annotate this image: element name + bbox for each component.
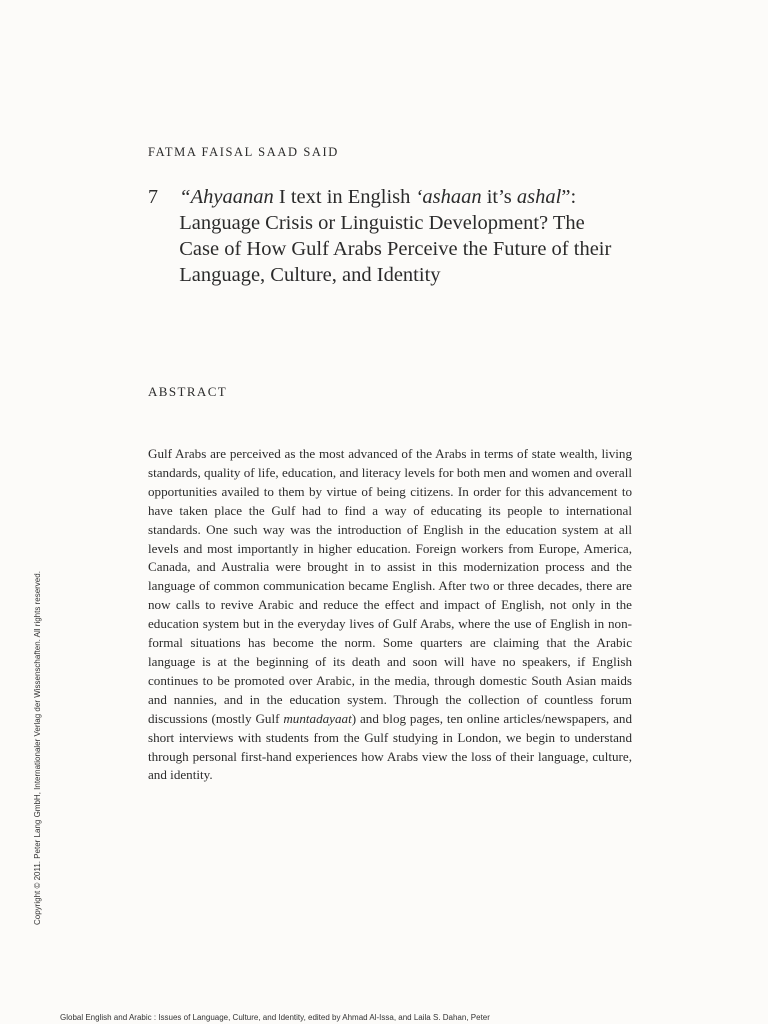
- abstract-heading: ABSTRACT: [148, 384, 228, 399]
- chapter-title: [179, 184, 628, 288]
- author-name: FATMA FAISAL SAAD SAID: [148, 145, 339, 159]
- chapter-number: 7: [148, 186, 158, 208]
- abstract-text: ) and blog pages, ten online articles/newspapers, and short interviews with students from the Gulf studying in London, we begin to understand through personal first-hand experiences how Arabs view the loss of their language, culture, and identity.: [148, 710, 632, 783]
- abstract-body: [148, 445, 632, 785]
- title-italic-ahyaanan: “Ahyaanan: [179, 186, 274, 208]
- abstract-italic-term: muntadayaat: [283, 710, 352, 726]
- copyright-notice: Copyright © 2011. Peter Lang GmbH, Internationaler Verlag der Wissenschaften. All rights reserved.: [33, 571, 42, 925]
- abstract-text: Gulf Arabs are perceived as the most advanced of the Arabs in terms of state wealth, living standards, quality of life, education, and literacy levels for both men and women and overall opportunities availed to them by virtue of being citizens. In order for this advancement to have taken place the Gulf had to find a way of educating its people to international standards. One such way was the introduction of English in the education system at all levels and most importantly in higher education. Foreign workers from Europe, America, Canada, and Australia were brought in to assist in this modernization process and the language of common communication became English. After two or three decades, there are now calls to revive Arabic and reduce the effect and impact of English, not only in the education system but in the everyday lives of Gulf Arabs, where the use of English in non-formal situations has become the norm. Some quarters are claiming that the Arabic language is at the beginning of its death and soon will have no speakers, if English continues to be promoted over Arabic, in the media, through domestic South Asian maids and nannies, and in the education system. Through the collection of countless forum discussions (mostly Gulf: [148, 446, 632, 726]
- title-segment: ”: Language Crisis or Linguistic Development? The Case of How Gulf Arabs Perceive the Future of their Language, Culture, and Identity: [179, 186, 612, 286]
- title-italic-ashaan: ‘ashaan: [415, 186, 482, 208]
- title-italic-ashal: ashal: [516, 186, 562, 208]
- chapter-heading: [148, 184, 628, 288]
- source-citation: Global English and Arabic : Issues of Language, Culture, and Identity, edited by Ahmad Al-Issa, and Laila S. Dahan, Peter: [60, 1013, 490, 1022]
- title-segment: I text in English: [273, 186, 416, 208]
- title-segment: it’s: [481, 186, 517, 208]
